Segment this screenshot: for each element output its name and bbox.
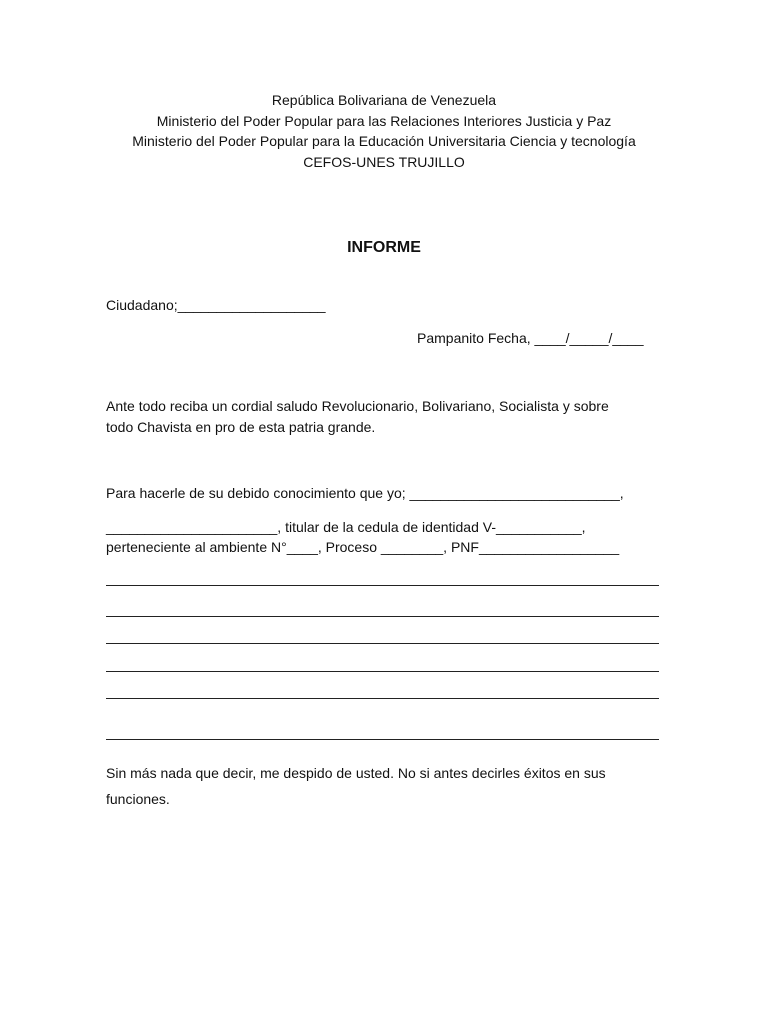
body-line-1: Para hacerle de su debido conocimiento que yo; ___________________________, xyxy=(106,485,624,501)
header-ministry-interior: Ministerio del Poder Popular para las Relaciones Interiores Justicia y Paz xyxy=(156,112,612,129)
closing-line-2: funciones. xyxy=(106,791,170,807)
document-title: INFORME xyxy=(347,239,421,256)
blank-rule-line xyxy=(106,671,659,672)
greeting-line-1: Ante todo reciba un cordial saludo Revolucionario, Bolivariano, Socialista y sobre xyxy=(106,398,609,414)
blank-rule-line xyxy=(106,698,659,699)
recipient-line: Ciudadano;___________________ xyxy=(106,297,326,313)
closing-line-1: Sin más nada que decir, me despido de usted. No si antes decirles éxitos en sus xyxy=(106,765,606,781)
document-header xyxy=(40,90,728,172)
blank-rule-line xyxy=(106,643,659,644)
greeting-paragraph xyxy=(106,396,666,438)
header-institution: CEFOS-UNES TRUJILLO xyxy=(303,153,465,170)
greeting-line-2: todo Chavista en pro de esta patria grande. xyxy=(106,419,376,435)
blank-rule-line xyxy=(106,585,659,586)
date-line: Pampanito Fecha, ____/_____/____ xyxy=(417,330,644,346)
blank-rule-line xyxy=(106,739,659,740)
header-ministry-education: Ministerio del Poder Popular para la Educación Universitaria Ciencia y tecnología xyxy=(132,133,636,149)
body-line-3: perteneciente al ambiente N°____, Proceso ________, PNF__________________ xyxy=(106,539,620,555)
header-republic: República Bolivariana de Venezuela xyxy=(271,92,497,108)
body-line-2: ______________________, titular de la cedula de identidad V-___________, xyxy=(106,519,586,535)
blank-rule-line xyxy=(106,616,659,617)
